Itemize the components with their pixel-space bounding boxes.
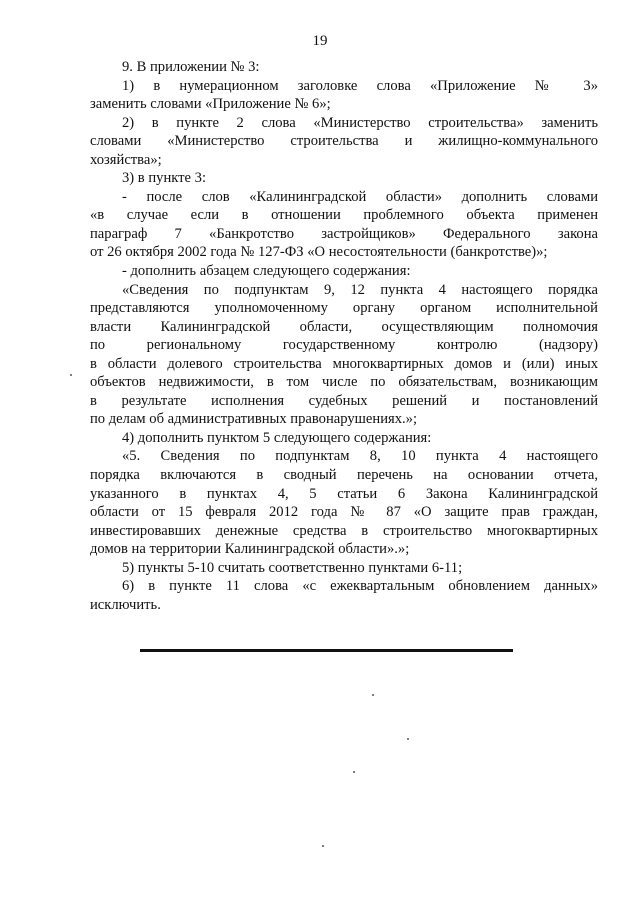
- text-line: 5) пункты 5-10 считать соответственно пунктами 6-11;: [122, 559, 463, 576]
- text-line: порядка включаются в сводный перечень на основании отчета,: [90, 467, 598, 484]
- document-body: [90, 58, 598, 614]
- text-line: 2) в пункте 2 слова «Министерство строительства» заменить: [122, 114, 598, 131]
- text-line: заменить словами «Приложение № 6»;: [90, 96, 331, 113]
- scan-speck: [372, 694, 374, 696]
- text-line: от 26 октября 2002 года № 127-ФЗ «О несостоятельности (банкротстве)»;: [90, 244, 548, 261]
- text-line: словами «Министерство строительства и жилищно-коммунального: [90, 133, 598, 150]
- text-line: - после слов «Калининградской области» дополнить словами: [122, 188, 598, 205]
- text-line: указанного в пунктах 4, 5 статьи 6 Закона Калининградской: [90, 485, 598, 502]
- text-line: 9. В приложении № 3:: [122, 59, 260, 75]
- text-line: 4) дополнить пунктом 5 следующего содержания:: [122, 429, 432, 446]
- text-line: 3) в пункте 3:: [122, 170, 207, 187]
- scan-speck: [407, 738, 409, 740]
- closing-rule: [140, 649, 513, 652]
- text-line: по делам об административных правонарушениях.»;: [90, 411, 418, 428]
- text-line: представляются уполномоченному органу органом исполнительной: [90, 300, 598, 317]
- text-line: «Сведения по подпунктам 9, 12 пункта 4 настоящего порядка: [122, 281, 598, 298]
- text-line: в результате исполнения судебных решений и постановлений: [90, 392, 598, 409]
- text-line: власти Калининградской области, осуществляющим полномочия: [90, 318, 598, 335]
- text-line: «5. Сведения по подпунктам 8, 10 пункта 4 настоящего: [122, 448, 598, 465]
- scan-speck: [353, 771, 355, 773]
- scan-speck: [70, 374, 72, 376]
- text-line: в области долевого строительства многоквартирных домов и (или) иных: [90, 355, 598, 372]
- text-line: - дополнить абзацем следующего содержания:: [122, 263, 411, 280]
- text-line: домов на территории Калининградской области».»;: [90, 541, 410, 558]
- scan-speck: [322, 845, 324, 847]
- text-line: параграф 7 «Банкротство застройщиков» Федерального закона: [90, 225, 598, 242]
- text-line: по региональному государственному контролю (надзору): [90, 337, 598, 354]
- page-number: 19: [312, 33, 328, 49]
- text-line: 6) в пункте 11 слова «с ежеквартальным обновлением данных»: [122, 578, 598, 595]
- text-line: инвестировавших денежные средства в строительство многоквартирных: [90, 522, 598, 539]
- text-line: хозяйства»;: [90, 151, 162, 168]
- text-line: области от 15 февраля 2012 года № 87 «О защите прав граждан,: [90, 504, 598, 521]
- text-line: 1) в нумерационном заголовке слова «Приложение № 3»: [122, 77, 598, 94]
- text-line: исключить.: [90, 596, 161, 613]
- text-line: «в случае если в отношении проблемного объекта применен: [90, 207, 598, 224]
- text-line: объектов недвижимости, в том числе по обязательствам, возникающим: [90, 374, 598, 391]
